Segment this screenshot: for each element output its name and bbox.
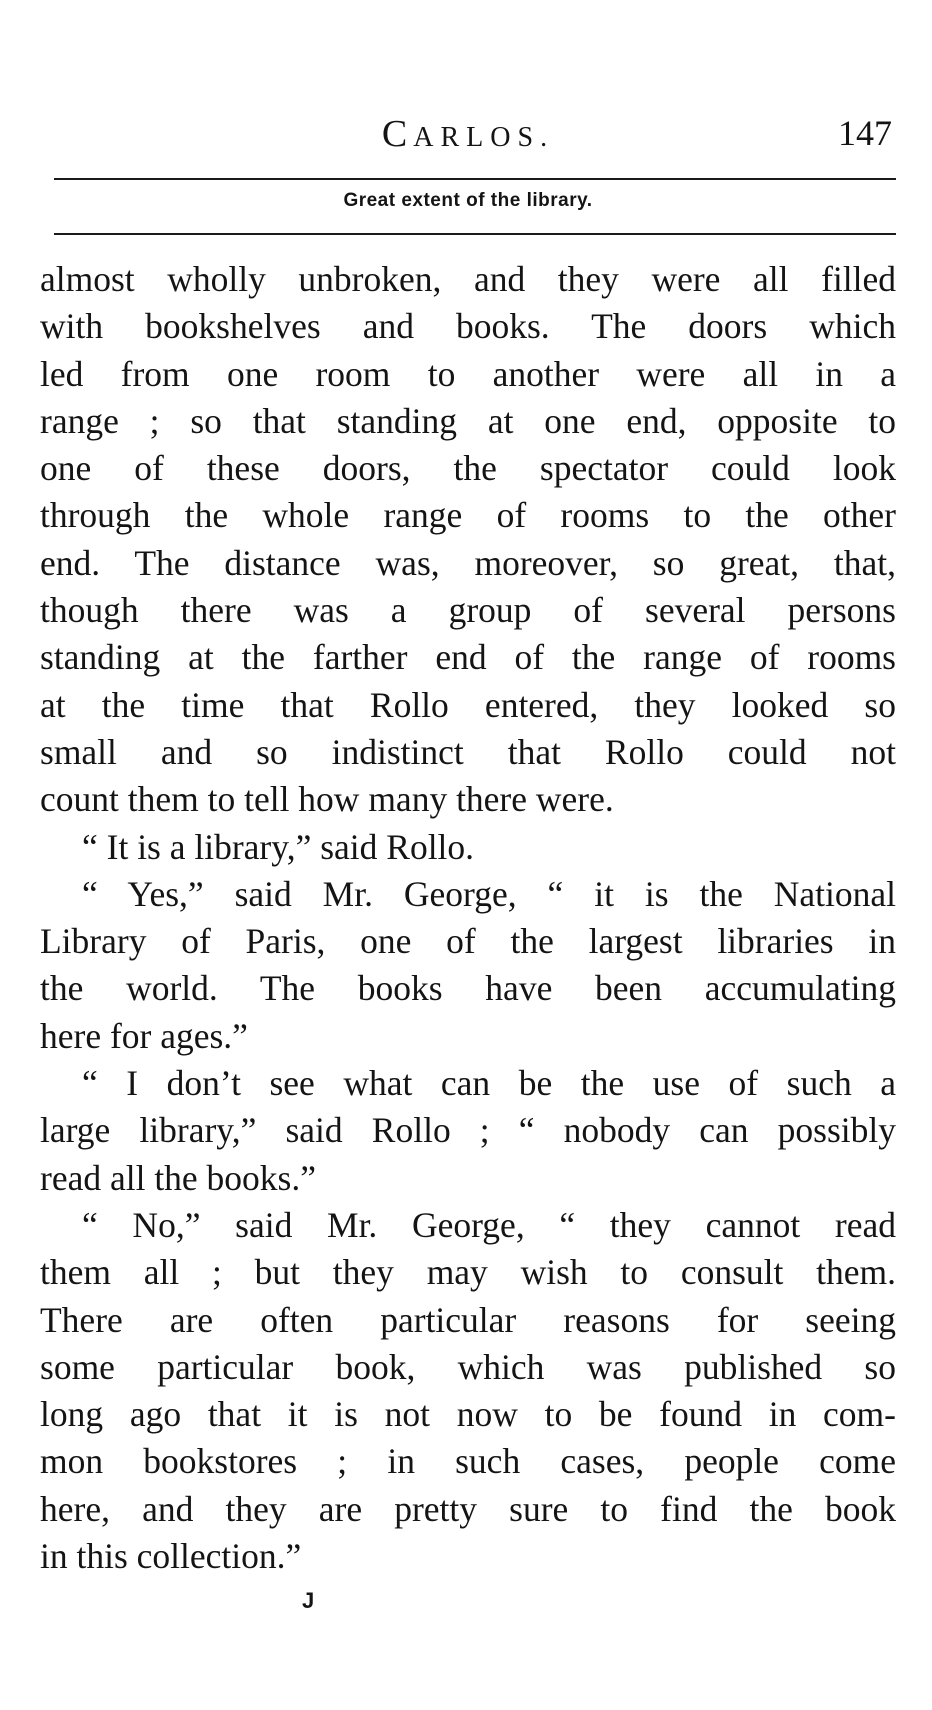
text-line: “ Yes,” said Mr. George, “ it is the National [82, 873, 896, 914]
paragraph [40, 1060, 896, 1202]
text-line: though there was a group of several persons [40, 590, 896, 631]
section-subhead: Great extent of the library. [343, 190, 593, 211]
paragraph [40, 871, 896, 1060]
page-number: 147 [838, 113, 892, 153]
running-head [40, 108, 896, 162]
running-title-initial: C [381, 113, 414, 155]
header-rule-bottom [54, 233, 896, 235]
text-line: “ No,” said Mr. George, “ they cannot read [82, 1204, 896, 1245]
running-title-rest: ARLOS. [413, 122, 555, 153]
text-line: standing at the farther end of the range of rooms [40, 637, 896, 678]
text-line: small and so indistinct that Rollo could not [40, 731, 896, 772]
text-line: large library,” said Rollo ; “ nobody can possibly [40, 1110, 896, 1151]
text-line: through the whole range of rooms to the other [40, 495, 896, 536]
paragraph [40, 824, 896, 871]
text-line: There are often particular reasons for seeing [40, 1299, 896, 1340]
header-rule-top [54, 178, 896, 180]
text-line: led from one room to another were all in a [40, 353, 896, 394]
text-line: count them to tell how many there were. [40, 779, 614, 820]
signature-mark: J [302, 1588, 315, 1613]
book-page [40, 0, 896, 1710]
text-line: Library of Paris, one of the largest libraries in [40, 921, 896, 962]
text-line: them all ; but they may wish to consult them. [40, 1252, 896, 1293]
running-title [40, 112, 896, 156]
text-line: read all the books.” [40, 1157, 317, 1198]
text-line: the world. The books have been accumulating [40, 968, 896, 1009]
text-line: range ; so that standing at one end, opposite to [40, 400, 896, 441]
body-text [40, 256, 896, 1580]
text-line: with bookshelves and books. The doors which [40, 306, 896, 347]
text-line: one of these doors, the spectator could look [40, 448, 896, 489]
text-line: some particular book, which was published so [40, 1346, 896, 1387]
text-line: here, and they are pretty sure to find the book [40, 1488, 896, 1529]
text-line: at the time that Rollo entered, they looked so [40, 684, 896, 725]
text-line: end. The distance was, moreover, so great, that, [40, 542, 896, 583]
text-line: “ I don’t see what can be the use of such a [82, 1063, 896, 1104]
text-line: long ago that it is not now to be found in com- [40, 1394, 896, 1435]
text-line: in this collection.” [40, 1536, 302, 1577]
text-line: almost wholly unbroken, and they were all filled [40, 259, 896, 299]
text-line: “ It is a library,” said Rollo. [82, 826, 475, 867]
text-line: here for ages.” [40, 1015, 248, 1056]
paragraph [40, 1202, 896, 1580]
paragraph [40, 256, 896, 824]
text-line: mon bookstores ; in such cases, people come [40, 1441, 896, 1482]
